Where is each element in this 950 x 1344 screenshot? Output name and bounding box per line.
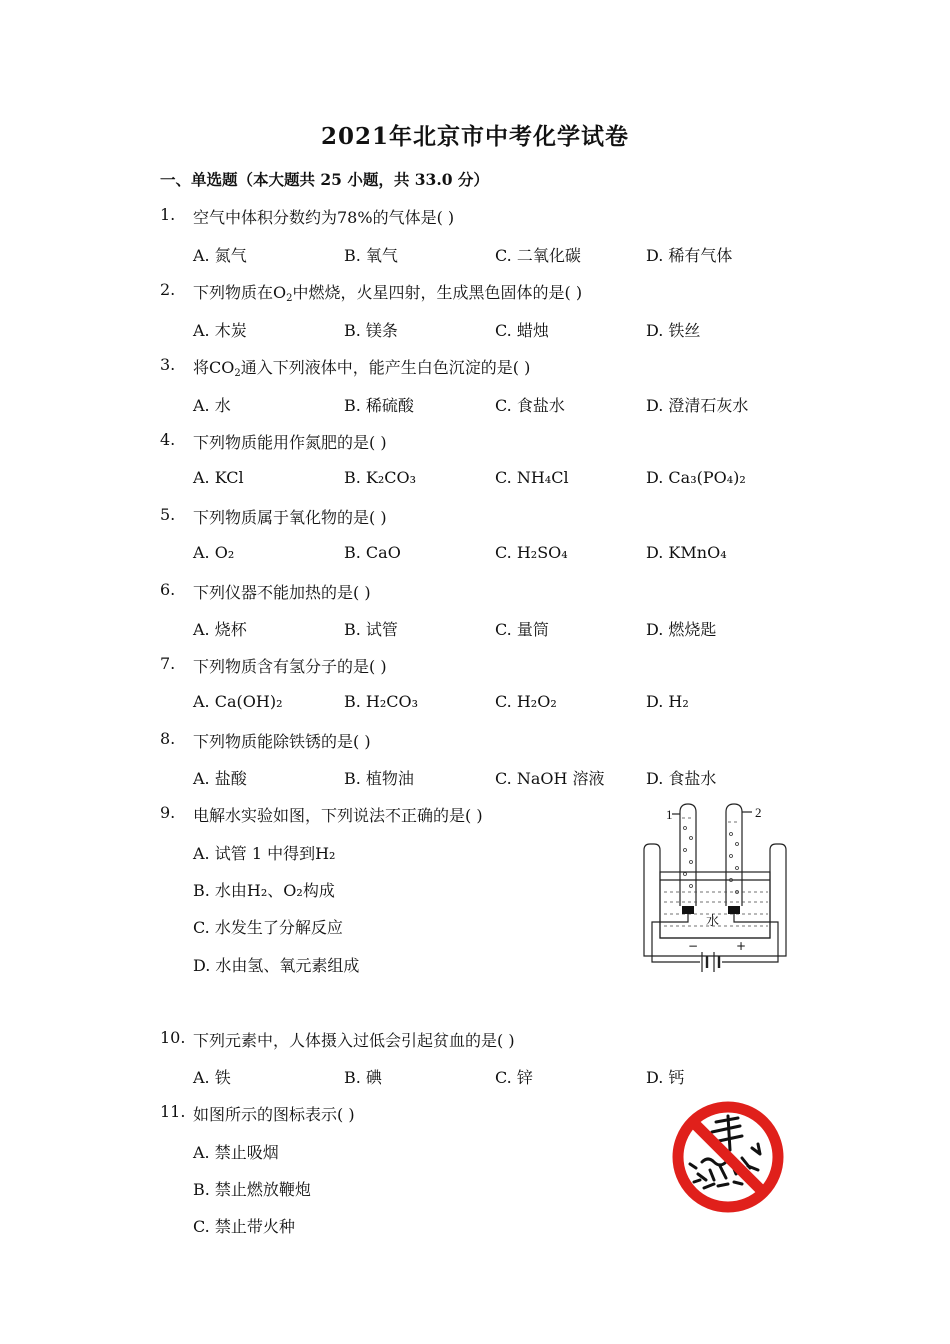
option-b: B. H₂CO₃ — [344, 692, 419, 711]
option-c: C. H₂O₂ — [495, 692, 557, 711]
question-number: 9. — [160, 803, 176, 822]
option-c: C. NH₄Cl — [495, 468, 569, 487]
question-number: 4. — [160, 430, 176, 449]
option-b: B. 植物油 — [344, 769, 414, 788]
question-text: 下列物质在$O_2$中燃烧，火星四射，生成黑色固体的是( ) — [193, 283, 583, 304]
option-a: A. 盐酸 — [193, 769, 247, 788]
question-number: 8. — [160, 729, 176, 748]
option-c: C. 食盐水 — [495, 396, 565, 415]
option-d: D. KMnO₄ — [646, 543, 727, 562]
question-text: 下列物质属于氧化物的是( ) — [193, 508, 387, 527]
option-d: D. 钙 — [646, 1068, 685, 1087]
option-a: A. 试管 1 中得到H₂ — [193, 844, 336, 863]
question-text: 电解水实验如图，下列说法不正确的是( ) — [193, 806, 483, 825]
option-c: C. 二氧化碳 — [495, 246, 581, 265]
electrolysis-diagram — [640, 798, 788, 978]
option-b: B. 水由H₂、O₂构成 — [193, 881, 335, 900]
option-a: A. O₂ — [193, 543, 235, 562]
question-text: 下列物质能除铁锈的是( ) — [193, 732, 371, 751]
option-b: B. 稀硫酸 — [344, 396, 414, 415]
option-d: D. 水由氢、氧元素组成 — [193, 956, 360, 975]
option-a: A. 铁 — [193, 1068, 231, 1087]
option-c: C. 锌 — [495, 1068, 533, 1087]
option-d: D. 澄清石灰水 — [646, 396, 749, 415]
option-b: B. K₂CO₃ — [344, 468, 417, 487]
question-text: 将$CO_2$通入下列液体中，能产生白色沉淀的是( ) — [193, 358, 531, 379]
option-d: D. H₂ — [646, 692, 689, 711]
question-text: 下列仪器不能加热的是( ) — [193, 583, 371, 602]
question-number: 1. — [160, 205, 176, 224]
question-number: 11. — [160, 1102, 186, 1121]
option-a: A. 水 — [193, 396, 231, 415]
option-a: A. KCl — [193, 468, 244, 487]
option-b: B. 镁条 — [344, 321, 398, 340]
option-a: A. 禁止吸烟 — [193, 1143, 279, 1162]
option-c: C. NaOH 溶液 — [495, 769, 605, 788]
option-b: B. CaO — [344, 543, 401, 562]
option-d: D. 食盐水 — [646, 769, 717, 788]
page-title: 2021年北京市中考化学试卷 — [320, 123, 629, 150]
question-number: 5. — [160, 505, 176, 524]
option-d: D. 铁丝 — [646, 321, 701, 340]
no-firecrackers-sign-icon — [668, 1098, 788, 1216]
option-b: B. 试管 — [344, 620, 398, 639]
tube-label-1: 1 — [666, 807, 673, 822]
question-number: 10. — [160, 1028, 186, 1047]
option-d: D. 燃烧匙 — [646, 620, 717, 639]
water-label: 水 — [706, 914, 720, 929]
option-c: C. 量筒 — [495, 620, 549, 639]
question-text: 如图所示的图标表示( ) — [193, 1105, 355, 1124]
option-c: C. 蜡烛 — [495, 321, 549, 340]
question-number: 7. — [160, 654, 176, 673]
option-a: A. 木炭 — [193, 321, 247, 340]
question-text: 空气中体积分数约为78%的气体是( ) — [193, 208, 455, 227]
option-c: C. 禁止带火种 — [193, 1217, 295, 1236]
question-number: 2. — [160, 280, 176, 299]
option-c: C. 水发生了分解反应 — [193, 918, 343, 937]
option-d: D. Ca₃(PO₄)₂ — [646, 468, 746, 487]
option-a: A. Ca(OH)₂ — [193, 692, 283, 711]
option-c: C. H₂SO₄ — [495, 543, 568, 562]
option-d: D. 稀有气体 — [646, 246, 733, 265]
plus-label: + — [736, 939, 747, 953]
question-number: 3. — [160, 355, 176, 374]
option-a: A. 烧杯 — [193, 620, 247, 639]
question-text: 下列物质含有氢分子的是( ) — [193, 657, 387, 676]
question-text: 下列物质能用作氮肥的是( ) — [193, 433, 387, 452]
section-heading: 一、单选题（本大题共 25 小题，共 33.0 分） — [160, 170, 489, 189]
option-b: B. 禁止燃放鞭炮 — [193, 1180, 311, 1199]
option-b: B. 碘 — [344, 1068, 382, 1087]
minus-label: − — [688, 939, 699, 953]
option-a: A. 氮气 — [193, 246, 247, 265]
question-text: 下列元素中，人体摄入过低会引起贫血的是( ) — [193, 1031, 515, 1050]
option-b: B. 氧气 — [344, 246, 398, 265]
question-number: 6. — [160, 580, 176, 599]
tube-label-2: 2 — [755, 805, 762, 820]
